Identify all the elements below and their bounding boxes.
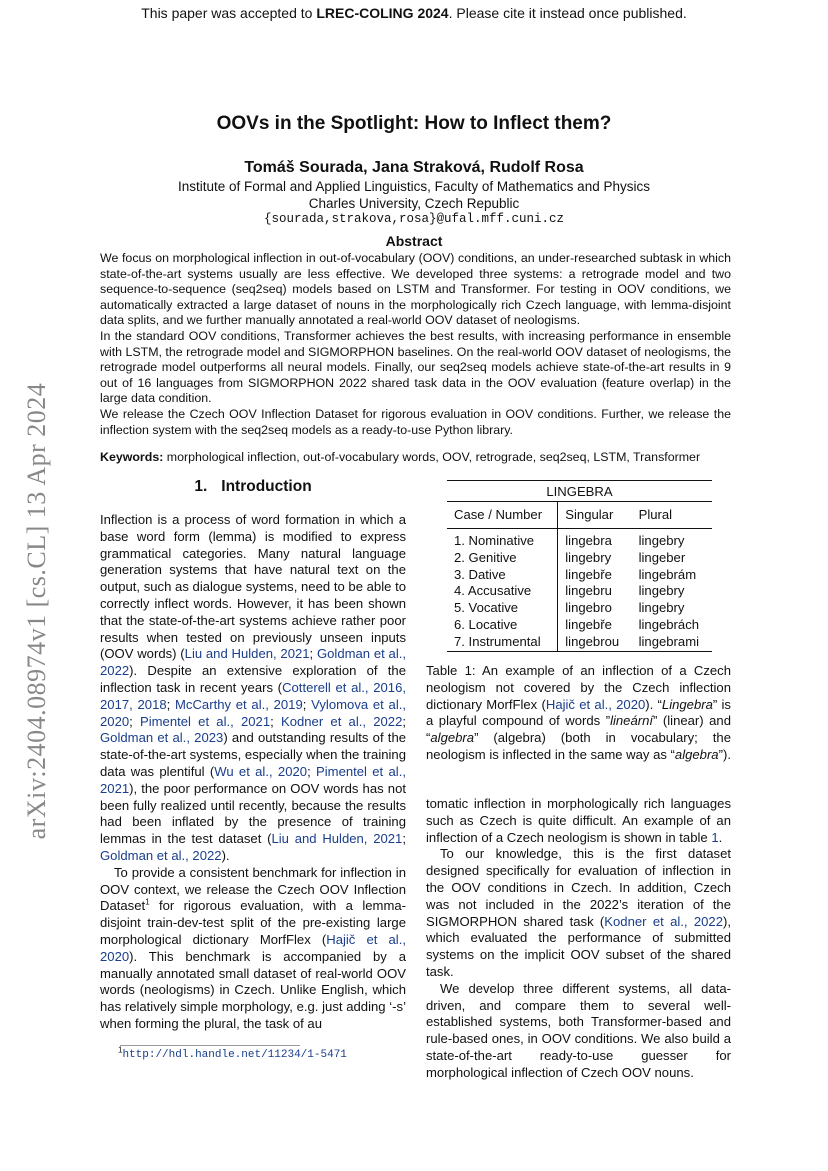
citation-link[interactable]: Cotterell et al., 2016, 2017, 2018 [100,679,407,712]
table-caption [426,663,731,764]
table-row [447,634,712,651]
table-cell: 5. Vocative [447,600,558,617]
table-cell: lingebro [565,600,612,616]
text-run: ; [307,763,317,779]
abstract-paragraph: We focus on morphological inflection in out-of-vocabulary (OOV) conditions, an under-researched subtask in which state-of-the-art systems usually are less effective. We developed three systems: a retrograde model and two sequence-to-sequence (seq2seq) models based on LSTM and Transformer. For testing in OOV conditions, we automatically extracted a large dataset of nouns in the morphologically rich Czech language, with lemma-disjoint data splits, and we further manually annotated a real-world OOV dataset of neologisms. [100,251,731,328]
text-run: ” (linear) and “ [426,713,731,746]
table-row [447,529,712,550]
table-cell: 4. Accusative [447,583,558,600]
table-cell: 6. Locative [447,617,558,634]
footnote-mark: 1 [118,1045,123,1055]
table-row [447,617,712,634]
citation-link[interactable]: McCarthy et al., 2019 [175,696,303,712]
inflection-table [447,480,712,652]
footnote [118,1045,347,1061]
paper-title: OOVs in the Spotlight: How to Inflect them? [216,113,612,134]
text-run: ; [166,696,176,712]
text-run: ). [221,847,230,863]
citation-link[interactable]: Goldman et al., 2023 [100,730,224,746]
abstract-paragraph: In the standard OOV conditions, Transformer achieves the best results, with increasing performance in ensemble with LSTM, the retrograde model and SIGMORPHON baselines. On the real-world OOV dataset of neologisms, the retrograde model outperforms all neural models. Finally, our seq2seq models achieve state-of-the-art results in 9 out of 16 languages from SIGMORPHON 2022 shared task data in the OOV evaluation (feature overlap) in the large data condition. [100,328,731,406]
notice-text: This paper was accepted to [141,5,317,21]
section-title: Introduction [221,478,312,495]
right-column [426,796,731,1082]
footnote-rule [120,1045,300,1046]
table-cell: 2. Genitive [447,550,558,567]
citation-link[interactable]: Goldman et al., 2022 [100,847,222,863]
intro-paragraph [100,865,406,1033]
table-row [447,583,712,600]
table-cell: lingebře [565,566,612,582]
table-cell: lingebry [565,549,612,565]
text-run: Table 1: An example of an inflection of a Czech neologism not covered by the Czech inflection dictionary MorfFlex ( [426,663,731,712]
notice-venue: LREC-COLING 2024 [316,5,449,21]
affiliation-line-2: Charles University, Czech Republic [308,196,520,211]
table-cell: lingebry [638,533,685,548]
italic-term: Lingebra [661,696,713,712]
citation-link[interactable]: Liu and Hulden, 2021 [271,831,403,847]
acceptance-notice [0,5,828,21]
footnote-link[interactable]: http://hdl.handle.net/11234/1-5471 [122,1049,347,1061]
citation-link[interactable]: Hajič et al., 2020 [545,696,646,712]
italic-term: algebra [430,730,475,746]
table-cell: lingebry [638,583,685,599]
keywords [100,450,731,464]
text-run: ; [270,713,281,729]
text-run: ). “ [645,696,662,712]
table-cell: lingeber [638,549,686,565]
italic-term: algebra [674,746,719,762]
table-cell: lingebra [565,533,612,548]
citation-link[interactable]: Vylomova et al., 2020 [100,696,406,729]
intro-paragraph [100,512,406,865]
intro-paragraph [426,846,731,980]
table-cell: lingebrami [638,633,700,649]
table-cell: lingebry [638,600,685,616]
keywords-label: Keywords: [100,450,164,464]
table-cell: lingebru [565,583,612,599]
table-cell: lingebrách [638,616,700,632]
affiliation-line-1: Institute of Formal and Applied Linguistics, Faculty of Mathematics and Physics [178,179,650,194]
intro-paragraph [426,981,731,1082]
text-run: We develop three different systems, all data-driven, and compare them to several well-established systems, both Transformer-based and rule-based ones, in OOV conditions. We also build a state-of-the-art ready-to-use guesser for morphological inflection of Czech OOV nouns. [426,980,731,1080]
table-row [447,600,712,617]
citation-link[interactable]: Pimentel et al., 2021 [100,763,406,796]
text-run: . [718,829,723,845]
text-run: ), the poor performance on OOV words has not been fully realized until recently, because the results had been inflated by the presence of training lemmas in the test dataset ( [100,780,406,847]
citation-link[interactable]: Pimentel et al., 2021 [140,713,271,729]
table-header-cell: Singular [565,507,614,522]
citation-link[interactable]: Hajič et al., 2020 [100,931,406,964]
table-header-cell: Case / Number [447,502,558,529]
text-run: ; [129,713,140,729]
table-row [447,550,712,567]
table-header-cell: Plural [638,507,673,522]
citation-link[interactable]: Liu and Hulden, 2021 [184,646,310,662]
citation-link[interactable]: Wu et al., 2020 [214,763,308,779]
footnote-ref[interactable]: 1 [145,897,150,907]
text-run: ). This benchmark is accompanied by a manually annotated small dataset of real-world OOV words (neologisms) in Czech. Unlike English, which has relatively simple morphology, e.g. just adding ‘-s’ when forming the plural, the task of au [100,948,406,1031]
table-cell: 3. Dative [447,567,558,584]
left-column [100,512,406,1033]
section-heading [100,478,406,496]
abstract-heading: Abstract [385,233,443,249]
section-number: 1. [194,478,208,495]
table-row [447,567,712,584]
table-cell: lingebře [565,616,612,632]
text-run: ; [402,831,406,847]
text-run: ) and outstanding results of the state-of-the-art systems, especially when the training data was plentiful ( [100,730,407,779]
table-cell: 7. Instrumental [447,634,558,651]
notice-text-end: . Please cite it instead once published. [448,5,687,21]
author-emails: {sourada,strakova,rosa}@ufal.mff.cuni.cz [263,212,565,226]
abstract-body [100,251,731,438]
table-body [447,529,712,651]
table-title: LINGEBRA [546,484,613,499]
text-run: ” is a playful compound of words ” [426,696,731,729]
citation-link[interactable]: Kodner et al., 2022 [604,913,723,929]
intro-paragraph [426,796,731,846]
keywords-text: morphological inflection, out-of-vocabulary words, OOV, retrograde, seq2seq, LSTM, Transformer [163,450,701,464]
text-run: ; [309,646,317,662]
text-run: ; [302,696,312,712]
text-run: To provide a consistent benchmark for inflection in OOV context, we release the Czech OOV Inflection Dataset [100,864,406,914]
text-run: ). Despite an extensive exploration of the inflection task in recent years ( [100,663,406,695]
table-cell: lingebrou [565,633,620,649]
text-run: ”). [718,746,731,762]
citation-link[interactable]: 1 [711,829,719,845]
arxiv-identifier: arXiv:2404.08974v1 [cs.CL] 13 Apr 2024 [22,382,51,840]
italic-term: lineární [610,713,654,729]
text-run: ” (algebra) (both in vocabulary; the neologism is inflected in the same way as “ [426,730,731,762]
citation-link[interactable]: Kodner et al., 2022 [280,713,403,729]
table-header-row [447,502,712,529]
text-run: for rigorous evaluation, with a lemma-disjoint train-dev-test split of the pre-existing large morphological dictionary MorfFlex ( [100,898,406,947]
author-list: Tomáš Sourada, Jana Straková, Rudolf Rosa [244,159,584,176]
citation-link[interactable]: Goldman et al., 2022 [100,646,407,679]
table-cell: 1. Nominative [447,529,558,550]
text-run: To our knowledge, this is the first dataset designed specifically for evaluation of inflection in the OOV conditions in Czech. In addition, Czech was not included in the 2022’s iteration of the SIGMORPHON shared task ( [426,846,731,929]
abstract-paragraph: We release the Czech OOV Inflection Dataset for rigorous evaluation in OOV conditions. Further, we release the inflection system with the seq2seq models as a ready-to-use Python library. [100,406,731,437]
text-run: Inflection is a process of word formation in which a base word form (lemma) is modified to express grammatical categories. Many natural language generation systems that have natural text on the output, such as dialogue systems, need to be able to correctly inflect words. However, it has been shown that the state-of-the-art systems achieve rather poor results when tested on previously unseen inputs (OOV words) ( [100,512,406,662]
text-run: ; [402,713,406,729]
text-run: tomatic inflection in morphologically rich languages such as Czech is quite difficult. An example of an inflection of a Czech neologism is shown in table [426,796,731,845]
text-run: ), which evaluated the performance of submitted systems on the implicit OOV subset of the shared task. [426,913,731,979]
table-cell: lingebrám [638,566,697,582]
